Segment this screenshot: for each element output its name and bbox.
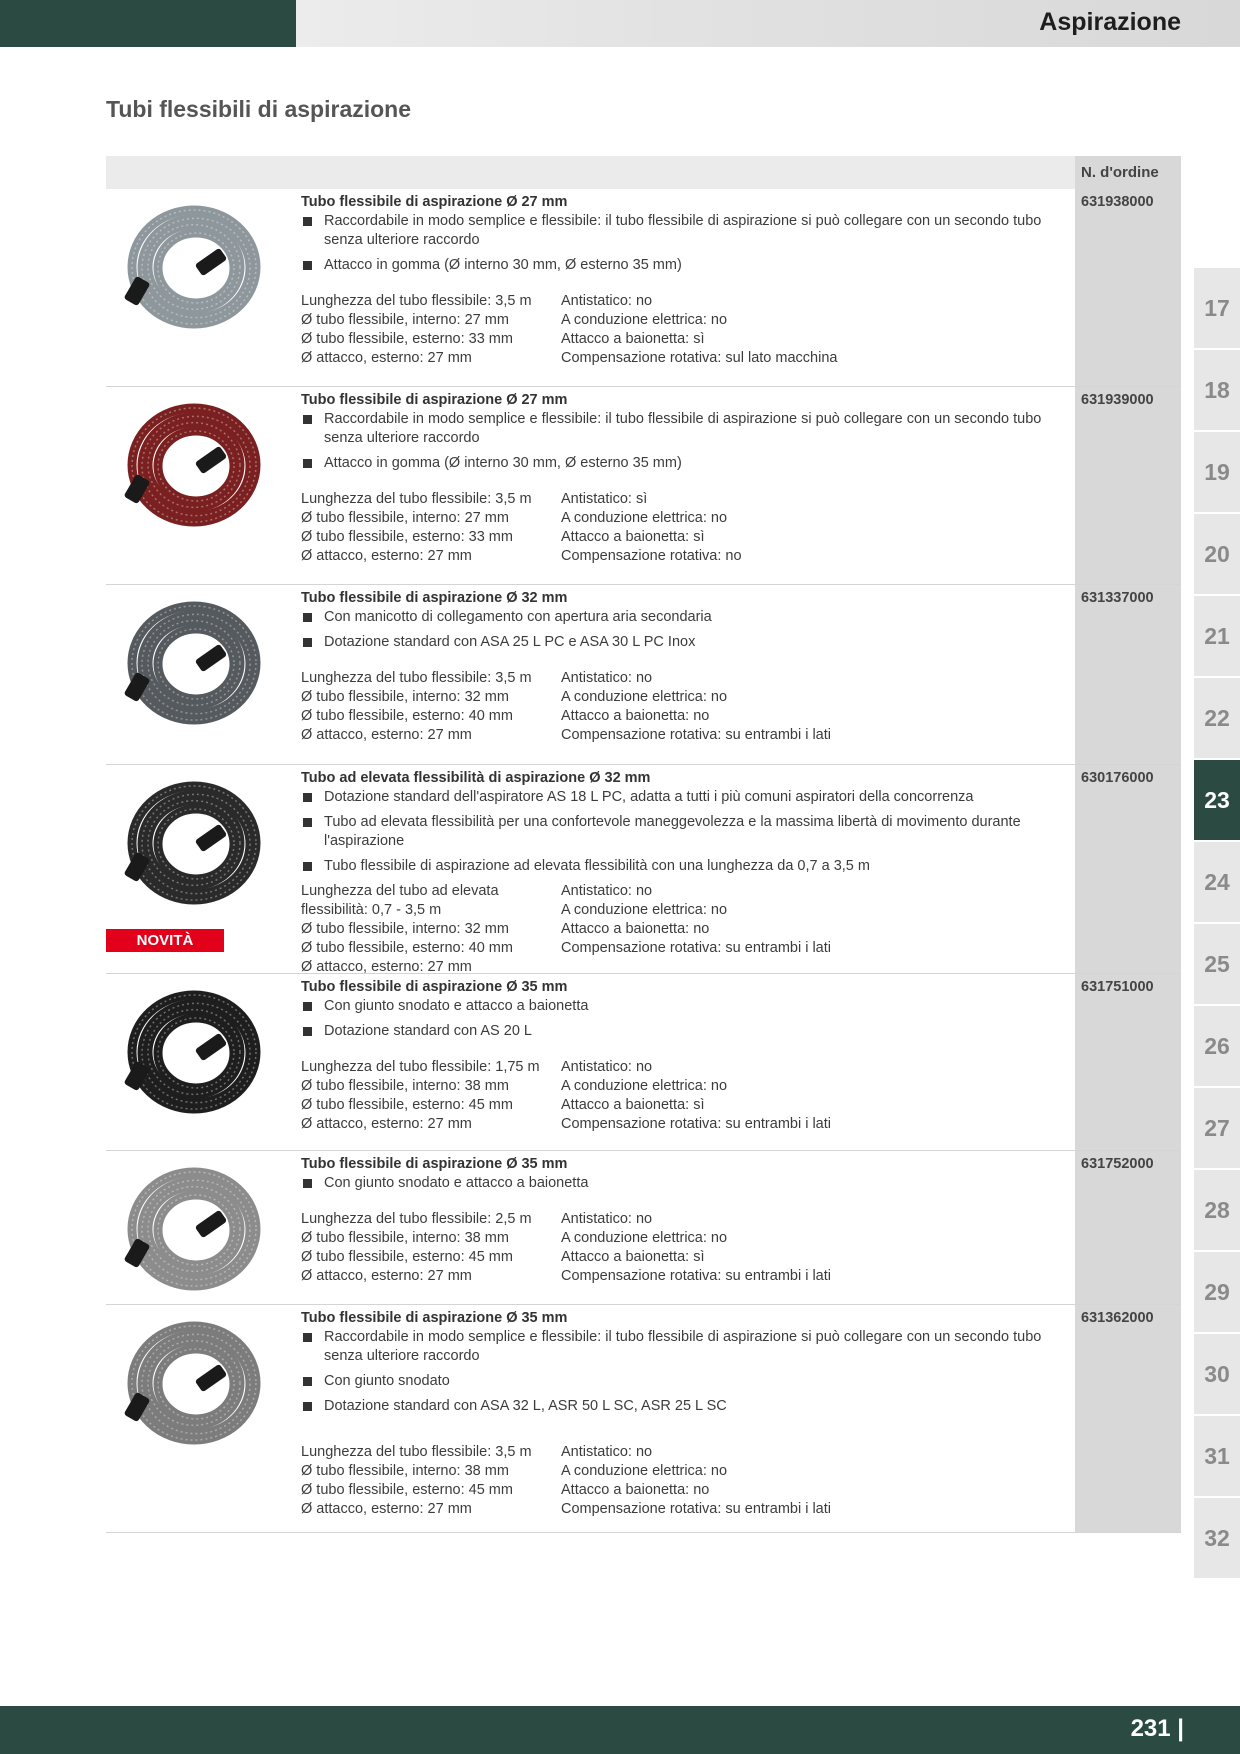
order-number: 631938000: [1081, 194, 1154, 210]
header-accent: [0, 0, 296, 47]
spec-line: Attacco a baionetta: no: [561, 1482, 710, 1498]
feature-item: Raccordabile in modo semplice e flessibile: il tubo flessibile di aspirazione si può collegare con un secondo tubo senza ulteriore raccordo: [301, 410, 1061, 448]
product-details: [301, 1309, 1061, 1519]
order-column-bg: [1075, 1151, 1181, 1304]
spec-line: Compensazione rotativa: su entrambi i lati: [561, 1116, 831, 1132]
feature-list: [301, 1328, 1061, 1416]
new-badge: NOVITÀ: [106, 929, 224, 952]
feature-item: Con giunto snodato e attacco a baionetta: [301, 1174, 1061, 1193]
hose-coil-graphic: [116, 195, 266, 345]
spec-line: Ø tubo flessibile, interno: 38 mm: [301, 1230, 509, 1246]
product-title: Tubo flessibile di aspirazione Ø 35 mm: [301, 979, 568, 995]
product-row: [106, 585, 1181, 765]
spec-line: Ø tubo flessibile, interno: 27 mm: [301, 312, 509, 328]
product-image: [116, 980, 266, 1130]
product-title: Tubo flessibile di aspirazione Ø 35 mm: [301, 1156, 568, 1172]
feature-item: Dotazione standard con ASA 32 L, ASR 50 L SC, ASR 25 L SC: [301, 1397, 1061, 1416]
spec-line: Ø attacco, esterno: 27 mm: [301, 1268, 472, 1284]
spec-line: Lunghezza del tubo ad elevata flessibilità: 0,7 - 3,5 m: [301, 883, 499, 918]
order-column-bg: [1075, 189, 1181, 386]
order-column-bg: [1075, 974, 1181, 1150]
product-row: [106, 387, 1181, 585]
spec-line: Compensazione rotativa: sul lato macchina: [561, 350, 838, 366]
feature-item: Con giunto snodato e attacco a baionetta: [301, 997, 1061, 1016]
spec-line: Attacco a baionetta: no: [561, 708, 710, 724]
order-column-bg: [1075, 387, 1181, 584]
spec-table: [301, 669, 1061, 745]
spec-column-properties: [561, 669, 1041, 745]
chapter-tab-26[interactable]: 26: [1194, 1006, 1240, 1086]
spec-line: Ø tubo flessibile, esterno: 33 mm: [301, 331, 513, 347]
spec-line: Antistatico: no: [561, 1211, 653, 1227]
product-title: Tubo flessibile di aspirazione Ø 32 mm: [301, 590, 568, 606]
product-row: [106, 974, 1181, 1151]
spec-line: Attacco a baionetta: sì: [561, 331, 705, 347]
spec-line: Lunghezza del tubo flessibile: 3,5 m: [301, 1444, 532, 1460]
feature-list: [301, 212, 1061, 275]
product-image: [116, 591, 266, 741]
product-image: [116, 771, 266, 921]
chapter-tab-23[interactable]: 23: [1194, 760, 1240, 840]
chapter-tab-29[interactable]: 29: [1194, 1252, 1240, 1332]
spec-line: A conduzione elettrica: no: [561, 1078, 728, 1094]
feature-item: Dotazione standard dell'aspiratore AS 18 L PC, adatta a tutti i più comuni aspiratori della concorrenza: [301, 788, 1061, 807]
chapter-tab-24[interactable]: 24: [1194, 842, 1240, 922]
product-details: [301, 1155, 1061, 1286]
chapter-tab-22[interactable]: 22: [1194, 678, 1240, 758]
spec-table: [301, 882, 1061, 977]
spec-line: Attacco a baionetta: no: [561, 921, 710, 937]
chapter-tab-18[interactable]: 18: [1194, 350, 1240, 430]
spec-line: A conduzione elettrica: no: [561, 510, 728, 526]
chapter-tab-20[interactable]: 20: [1194, 514, 1240, 594]
spec-line: Ø tubo flessibile, interno: 32 mm: [301, 921, 509, 937]
spec-line: Ø tubo flessibile, esterno: 45 mm: [301, 1249, 513, 1265]
spec-column-properties: [561, 882, 1041, 977]
footer-bar: [0, 1706, 1240, 1754]
product-table: [106, 156, 1181, 1533]
product-row: [106, 1305, 1181, 1533]
spec-column-properties: [561, 292, 1041, 368]
product-details: [301, 978, 1061, 1134]
spec-line: Antistatico: no: [561, 670, 653, 686]
spec-line: Ø tubo flessibile, interno: 38 mm: [301, 1463, 509, 1479]
feature-item: Attacco in gomma (Ø interno 30 mm, Ø esterno 35 mm): [301, 454, 1061, 473]
feature-item: Tubo flessibile di aspirazione ad elevata flessibilità con una lunghezza da 0,7 a 3,5 m: [301, 857, 1061, 876]
feature-list: [301, 1174, 1061, 1193]
product-details: [301, 589, 1061, 745]
spec-column-dimensions: [301, 490, 561, 566]
product-image: [116, 393, 266, 543]
order-column-bg: [1075, 1305, 1181, 1532]
feature-item: Con giunto snodato: [301, 1372, 1061, 1391]
order-number: 631939000: [1081, 392, 1154, 408]
product-title: Tubo flessibile di aspirazione Ø 27 mm: [301, 392, 568, 408]
spec-line: Ø attacco, esterno: 27 mm: [301, 548, 472, 564]
product-row: [106, 189, 1181, 387]
chapter-tab-25[interactable]: 25: [1194, 924, 1240, 1004]
spec-line: Compensazione rotativa: no: [561, 548, 742, 564]
page-number: 231 |: [1130, 1715, 1184, 1742]
order-number: 631337000: [1081, 590, 1154, 606]
order-number: 631752000: [1081, 1156, 1154, 1172]
feature-item: Dotazione standard con ASA 25 L PC e ASA 30 L PC Inox: [301, 633, 1061, 652]
spec-column-dimensions: [301, 292, 561, 368]
feature-list: [301, 410, 1061, 473]
hose-coil-graphic: [116, 980, 266, 1130]
chapter-tab-21[interactable]: 21: [1194, 596, 1240, 676]
spec-column-dimensions: [301, 669, 561, 745]
feature-item: Attacco in gomma (Ø interno 30 mm, Ø esterno 35 mm): [301, 256, 1061, 275]
spec-line: Compensazione rotativa: su entrambi i lati: [561, 727, 831, 743]
spec-line: Lunghezza del tubo flessibile: 3,5 m: [301, 491, 532, 507]
hose-coil-graphic: [116, 771, 266, 921]
product-title: Tubo flessibile di aspirazione Ø 35 mm: [301, 1310, 568, 1326]
spec-column-properties: [561, 1058, 1041, 1134]
spec-line: Ø attacco, esterno: 27 mm: [301, 1116, 472, 1132]
hose-coil-graphic: [116, 1157, 266, 1307]
spec-line: Ø tubo flessibile, interno: 32 mm: [301, 689, 509, 705]
spec-line: Lunghezza del tubo flessibile: 3,5 m: [301, 670, 532, 686]
product-image: [116, 1157, 266, 1307]
feature-item: Raccordabile in modo semplice e flessibile: il tubo flessibile di aspirazione si può collegare con un secondo tubo senza ulteriore raccordo: [301, 212, 1061, 250]
feature-item: Tubo ad elevata flessibilità per una confortevole maneggevolezza e la massima libertà di movimento durante l'aspirazione: [301, 813, 1061, 851]
spec-column-properties: [561, 1210, 1041, 1286]
spec-line: Attacco a baionetta: sì: [561, 529, 705, 545]
spec-line: Lunghezza del tubo flessibile: 2,5 m: [301, 1211, 532, 1227]
spec-line: Attacco a baionetta: sì: [561, 1249, 705, 1265]
product-title: Tubo ad elevata flessibilità di aspirazione Ø 32 mm: [301, 770, 651, 786]
feature-list: [301, 788, 1061, 876]
chapter-tab-31[interactable]: 31: [1194, 1416, 1240, 1496]
spec-line: Compensazione rotativa: su entrambi i lati: [561, 1501, 831, 1517]
spec-table: [301, 292, 1061, 368]
spec-line: Compensazione rotativa: su entrambi i lati: [561, 940, 831, 956]
spec-table: [301, 1210, 1061, 1286]
spec-column-dimensions: [301, 1058, 561, 1134]
chapter-tab-32[interactable]: 32: [1194, 1498, 1240, 1578]
section-title: Aspirazione: [1039, 8, 1181, 36]
spec-line: Ø tubo flessibile, interno: 27 mm: [301, 510, 509, 526]
product-details: [301, 769, 1061, 977]
spec-column-dimensions: [301, 1443, 561, 1519]
chapter-tab-30[interactable]: 30: [1194, 1334, 1240, 1414]
spec-line: Ø tubo flessibile, esterno: 45 mm: [301, 1482, 513, 1498]
feature-item: Raccordabile in modo semplice e flessibile: il tubo flessibile di aspirazione si può collegare con un secondo tubo senza ulteriore raccordo: [301, 1328, 1061, 1366]
spec-column-dimensions: [301, 882, 561, 977]
spec-line: Antistatico: no: [561, 1444, 653, 1460]
hose-coil-graphic: [116, 1311, 266, 1461]
spec-line: Antistatico: no: [561, 883, 653, 899]
product-image: [116, 195, 266, 345]
hose-coil-graphic: [116, 393, 266, 543]
spec-column-properties: [561, 490, 1041, 566]
spec-column-dimensions: [301, 1210, 561, 1286]
product-details: [301, 391, 1061, 566]
spec-line: Ø tubo flessibile, esterno: 40 mm: [301, 940, 513, 956]
header-bar: [0, 0, 1240, 47]
order-number: 631751000: [1081, 979, 1154, 995]
product-title: Tubo flessibile di aspirazione Ø 27 mm: [301, 194, 568, 210]
spec-line: Ø tubo flessibile, esterno: 33 mm: [301, 529, 513, 545]
spec-line: A conduzione elettrica: no: [561, 1230, 728, 1246]
spec-line: Antistatico: no: [561, 1059, 653, 1075]
chapter-tab-19[interactable]: 19: [1194, 432, 1240, 512]
order-column-bg: [1075, 765, 1181, 973]
spec-line: Ø attacco, esterno: 27 mm: [301, 350, 472, 366]
product-row: [106, 765, 1181, 974]
spec-line: A conduzione elettrica: no: [561, 312, 728, 328]
spec-line: Antistatico: sì: [561, 491, 648, 507]
feature-item: Con manicotto di collegamento con apertura aria secondaria: [301, 608, 1061, 627]
spec-line: A conduzione elettrica: no: [561, 689, 728, 705]
spec-line: Attacco a baionetta: sì: [561, 1097, 705, 1113]
product-details: [301, 193, 1061, 368]
spec-column-properties: [561, 1443, 1041, 1519]
spec-line: A conduzione elettrica: no: [561, 1463, 728, 1479]
spec-table: [301, 490, 1061, 566]
product-row: [106, 1151, 1181, 1305]
spec-line: Ø tubo flessibile, esterno: 40 mm: [301, 708, 513, 724]
spec-line: Lunghezza del tubo flessibile: 3,5 m: [301, 293, 532, 309]
chapter-tab-17[interactable]: 17: [1194, 268, 1240, 348]
chapter-tabs: [1194, 268, 1240, 1580]
feature-list: [301, 997, 1061, 1041]
spec-line: Ø attacco, esterno: 27 mm: [301, 727, 472, 743]
spec-table: [301, 1058, 1061, 1134]
spec-line: Antistatico: no: [561, 293, 653, 309]
spec-line: Ø tubo flessibile, interno: 38 mm: [301, 1078, 509, 1094]
chapter-tab-27[interactable]: 27: [1194, 1088, 1240, 1168]
order-column-bg: [1075, 585, 1181, 764]
spec-line: Lunghezza del tubo flessibile: 1,75 m: [301, 1059, 540, 1075]
chapter-tab-28[interactable]: 28: [1194, 1170, 1240, 1250]
page-title: Tubi flessibili di aspirazione: [106, 96, 412, 122]
product-image: [116, 1311, 266, 1461]
spec-line: Ø tubo flessibile, esterno: 45 mm: [301, 1097, 513, 1113]
order-number: 630176000: [1081, 770, 1154, 786]
feature-list: [301, 608, 1061, 652]
order-number: 631362000: [1081, 1310, 1154, 1326]
spec-line: Compensazione rotativa: su entrambi i lati: [561, 1268, 831, 1284]
hose-coil-graphic: [116, 591, 266, 741]
order-number-column-header: N. d'ordine: [1075, 156, 1181, 189]
feature-item: Dotazione standard con AS 20 L: [301, 1022, 1061, 1041]
table-header: [106, 156, 1181, 189]
spec-line: Ø attacco, esterno: 27 mm: [301, 1501, 472, 1517]
spec-table: [301, 1443, 1061, 1519]
spec-line: A conduzione elettrica: no: [561, 902, 728, 918]
spec-line: Ø attacco, esterno: 27 mm: [301, 959, 472, 975]
